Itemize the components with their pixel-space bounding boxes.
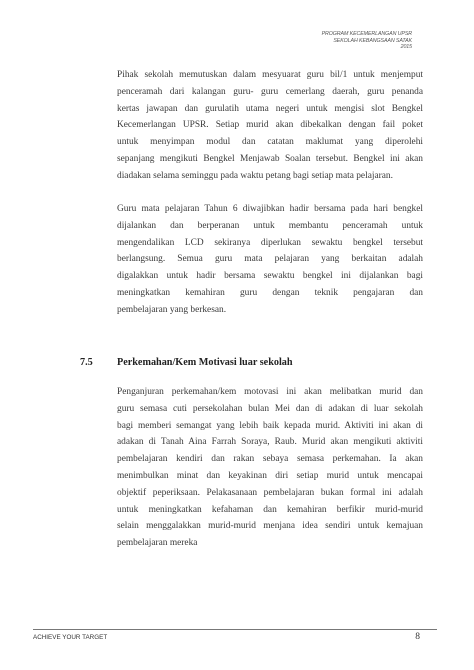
text-line: sepanjang mengikuti Bengkel Menjawab Soalan tersebut. Bengkel ini akan xyxy=(117,153,423,164)
text-line: bagi memberi semangat yang lebih baik kepada murid. Aktiviti ini akan di xyxy=(117,420,423,431)
text-line: penceramah dari kalangan guru- guru cemerlang daerah, guru penanda xyxy=(117,86,423,97)
text-line: Guru mata pelajaran Tahun 6 diwajibkan hadir bersama pada hari bengkel xyxy=(117,204,423,214)
text-line: meningkatkan kemahiran guru dengan teknik pengajaran dan xyxy=(117,287,423,298)
header-line-school: SEKOLAH KEBANGSAAN SATAK xyxy=(333,37,412,44)
text-line: guru semasa cuti persekolahan bulan Mei dan di adakan di luar sekolah xyxy=(117,403,423,414)
text-line: objektif peperiksaan. Pelakasanaan pembelajaran bukan formal ini adalah xyxy=(117,487,423,498)
section-number: 7.5 xyxy=(80,357,93,368)
text-line: Penganjuran perkemahan/kem motovasi ini akan melibatkan murid dan xyxy=(117,387,423,397)
text-line: mengendalikan LCD sekiranya diperlukan sewaktu bengkel tersebut xyxy=(117,237,423,248)
text-line: dijalankan dan berperanan untuk membantu penceramah untuk xyxy=(117,220,423,231)
paragraph-camp-description xyxy=(117,384,423,552)
text-line: Kecemerlangan UPSR. Setiap murid akan dibekalkan dengan fail poket xyxy=(117,120,423,131)
text-line: adakan di Tanah Aina Farrah Soraya, Raub. Murid akan mengikuti aktiviti xyxy=(117,437,423,448)
paragraph-teacher-attendance xyxy=(117,201,423,319)
text-line: menimbulkan minat dan keyakinan diri setiap murid untuk mencapai xyxy=(117,470,423,481)
running-header xyxy=(322,31,412,51)
header-line-program: PROGRAM KECEMERLANGAN UPSR xyxy=(321,31,412,37)
paragraph-workshop-speakers xyxy=(117,67,423,185)
text-line: diadakan selama seminggu pada waktu petang bagi setiap mata pelajaran. xyxy=(117,170,393,181)
text-line: Pihak sekolah memutuskan dalam mesyuarat guru bil/1 untuk menjemput xyxy=(117,70,423,80)
section-title: Perkemahan/Kem Motivasi luar sekolah xyxy=(117,357,293,368)
text-line: kertas jawapan dan gurulatih utama negeri untuk mengisi slot Bengkel xyxy=(117,103,423,114)
page-number: 8 xyxy=(415,632,420,642)
text-line: selain menggalakkan murid-murid menjana idea sendiri untuk kemajuan xyxy=(117,521,423,532)
text-line: berlangsung. Semua guru mata pelajaran yang berkaitan adalah xyxy=(117,254,423,265)
footer-tagline: ACHIEVE YOUR TARGET xyxy=(33,634,108,641)
text-line: untuk menyimpan modul dan catatan maklumat yang diperolehi xyxy=(117,137,423,148)
text-line: pembelajaran yang berkesan. xyxy=(117,304,227,315)
text-line: digalakkan untuk hadir bersama sewaktu bengkel ini dijalankan bagi xyxy=(117,271,423,282)
text-line: pembelajaran mereka xyxy=(117,538,198,549)
header-line-year: 2015 xyxy=(400,44,412,51)
text-line: pembelajaran kendiri dan rakan sebaya semasa perkemahan. Ia akan xyxy=(117,454,423,465)
text-line: untuk meningkatkan kefahaman dan kemahiran berfikir murid-murid xyxy=(117,504,423,515)
footer-divider xyxy=(33,629,437,630)
